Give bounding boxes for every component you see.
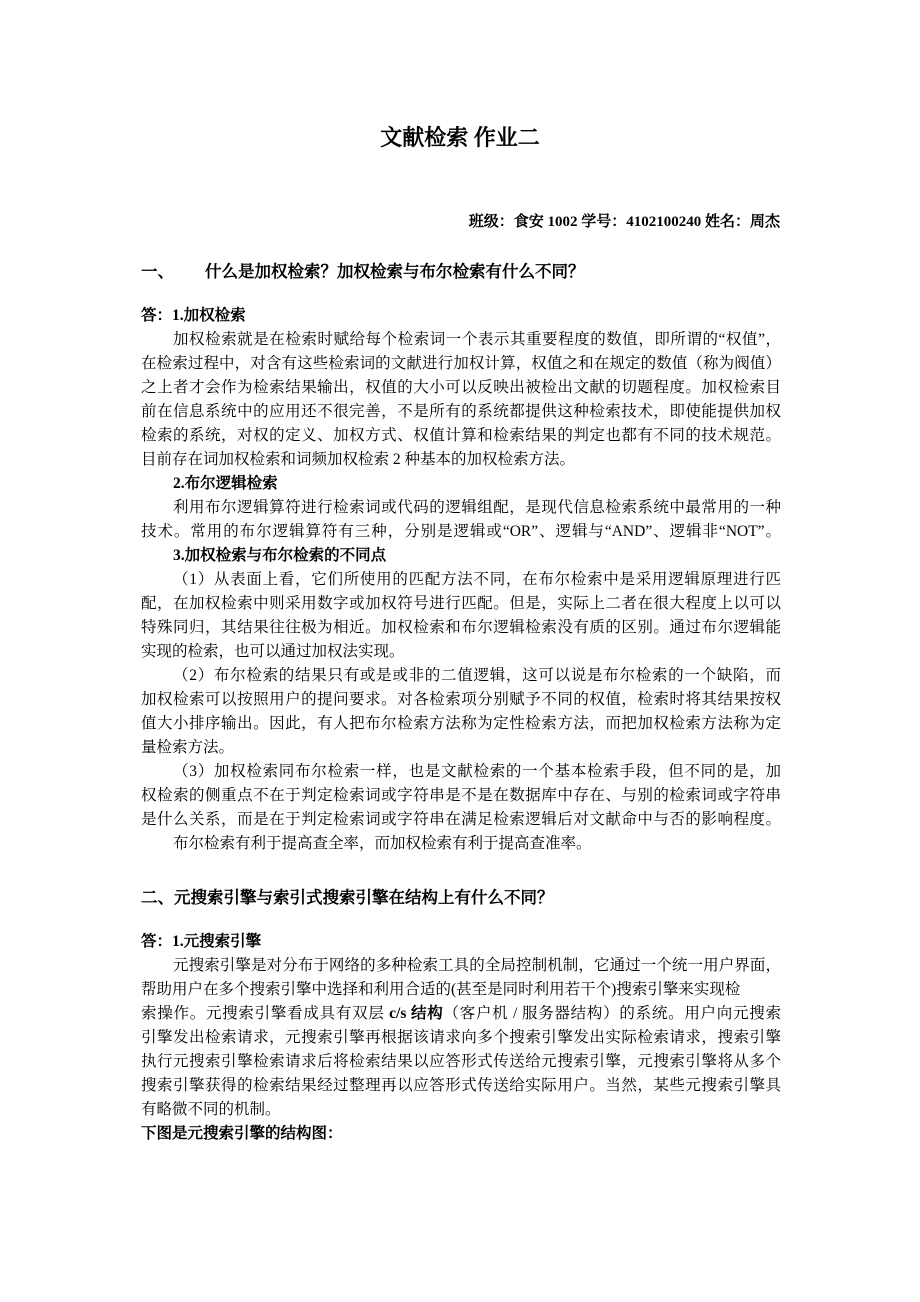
section-2-heading xyxy=(141,884,554,908)
section-1-title: 什么是加权检索？加权检索与布尔检索有什么不同？ xyxy=(205,262,585,281)
paragraph-line: 之上者才会作为检索结果输出，权值的大小可以反映出被检出文献的切题程度。加权检索目 xyxy=(141,379,781,396)
text-segment: （客户机 / 服务器结构）的系统。用户向元搜索 xyxy=(443,1005,781,1022)
section-1-body xyxy=(141,304,781,856)
subheading: 答：1.加权检索 xyxy=(141,307,246,324)
student-info: 班级：食安 1002 学号：4102100240 姓名：周杰 xyxy=(468,214,780,230)
paragraph-line: 元搜索引擎是对分布于网络的多种检索工具的全局控制机制，它通过一个统一用户界面， xyxy=(173,957,781,974)
subheading: 下图是元搜索引擎的结构图： xyxy=(141,1125,343,1142)
subheading: 2.布尔逻辑检索 xyxy=(173,475,278,492)
paragraph-line: 帮助用户在多个搜索引擎中选择和利用合适的(甚至是同时利用若干个)搜索引擎来实现检 xyxy=(141,981,741,998)
paragraph-line: 引擎发出检索请求，元搜索引擎再根据该请求向多个搜索引擎发出实际检索请求，搜索引擎 xyxy=(141,1029,781,1046)
section-2-title: 二、元搜索引擎与索引式搜索引擎在结构上有什么不同？ xyxy=(141,888,554,907)
paragraph-line: 权检索的侧重点不在于判定检索词或字符串是不是在数据库中存在、与别的检索词或字符串 xyxy=(141,787,781,804)
paragraph-line: 是什么关系，而是在于判定检索词或字符串在满足检索逻辑后对文献命中与否的影响程度。 xyxy=(141,811,781,828)
paragraph-line: 检索的系统，对权的定义、加权方式、权值计算和检索结果的判定也都有不同的技术规范。 xyxy=(141,427,781,444)
bold-term: c/s 结构 xyxy=(389,1005,444,1022)
paragraph-line: 加权检索就是在检索时赋给每个检索词一个表示其重要程度的数值，即所谓的“权值”， xyxy=(173,331,781,348)
section-1-number: 一、 xyxy=(141,262,174,281)
paragraph-line: 执行元搜索引擎检索请求后将检索结果以应答形式传送给元搜索引擎，元搜索引擎将从多个 xyxy=(141,1053,781,1070)
section-1-heading xyxy=(141,258,585,282)
subheading: 答：1.元搜索引擎 xyxy=(141,933,262,950)
paragraph-line: （2）布尔检索的结果只有或是或非的二值逻辑，这可以说是布尔检索的一个缺陷，而 xyxy=(173,667,781,684)
paragraph-line: 前在信息系统中的应用还不很完善，不是所有的系统都提供这种检索技术，即使能提供加权 xyxy=(141,403,781,420)
paragraph-line: （3）加权检索同布尔检索一样，也是文献检索的一个基本检索手段，但不同的是，加 xyxy=(173,763,781,780)
text-segment: 索操作。元搜索引擎看成具有双层 xyxy=(141,1005,390,1022)
document-title: 文献检索 作业二 xyxy=(380,125,540,150)
paragraph-line: 特殊同归，其结果往往极为相近。加权检索和布尔逻辑检索没有质的区别。通过布尔逻辑能 xyxy=(141,619,781,636)
paragraph-line: 在检索过程中，对含有这些检索词的文献进行加权计算，权值之和在规定的数值（称为阀值） xyxy=(141,355,781,372)
paragraph-line xyxy=(141,1002,781,1026)
paragraph-line: 量检索方法。 xyxy=(141,739,235,756)
paragraph-line: 目前存在词加权检索和词频加权检索 2 种基本的加权检索方法。 xyxy=(141,451,576,468)
paragraph-line: 搜索引擎获得的检索结果经过整理再以应答形式传送给实际用户。当然，某些元搜索引擎具 xyxy=(141,1077,781,1094)
paragraph-line: 配，在加权检索中则采用数字或加权符号进行匹配。但是，实际上二者在很大程度上以可以 xyxy=(141,595,781,612)
paragraph-line: 加权检索可以按照用户的提问要求。对各检索项分别赋予不同的权值，检索时将其结果按权 xyxy=(141,691,781,708)
section-2-body xyxy=(141,930,781,1146)
paragraph-line: 实现的检索，也可以通过加权法实现。 xyxy=(141,643,405,660)
subheading: 3.加权检索与布尔检索的不同点 xyxy=(173,547,387,564)
paragraph-line: （1）从表面上看，它们所使用的匹配方法不同，在布尔检索中是采用逻辑原理进行匹 xyxy=(173,571,781,588)
paragraph-line: 值大小排序输出。因此，有人把布尔检索方法称为定性检索方法，而把加权检索方法称为定 xyxy=(141,715,781,732)
paragraph-line: 利用布尔逻辑算符进行检索词或代码的逻辑组配，是现代信息检索系统中最常用的一种 xyxy=(173,499,781,516)
paragraph-line: 有略微不同的机制。 xyxy=(141,1101,281,1118)
paragraph-line: 技术。常用的布尔逻辑算符有三种，分别是逻辑或“OR”、逻辑与“AND”、逻辑非“NOT”。 xyxy=(141,523,781,540)
paragraph-line: 布尔检索有利于提高查全率，而加权检索有利于提高查准率。 xyxy=(173,835,592,852)
